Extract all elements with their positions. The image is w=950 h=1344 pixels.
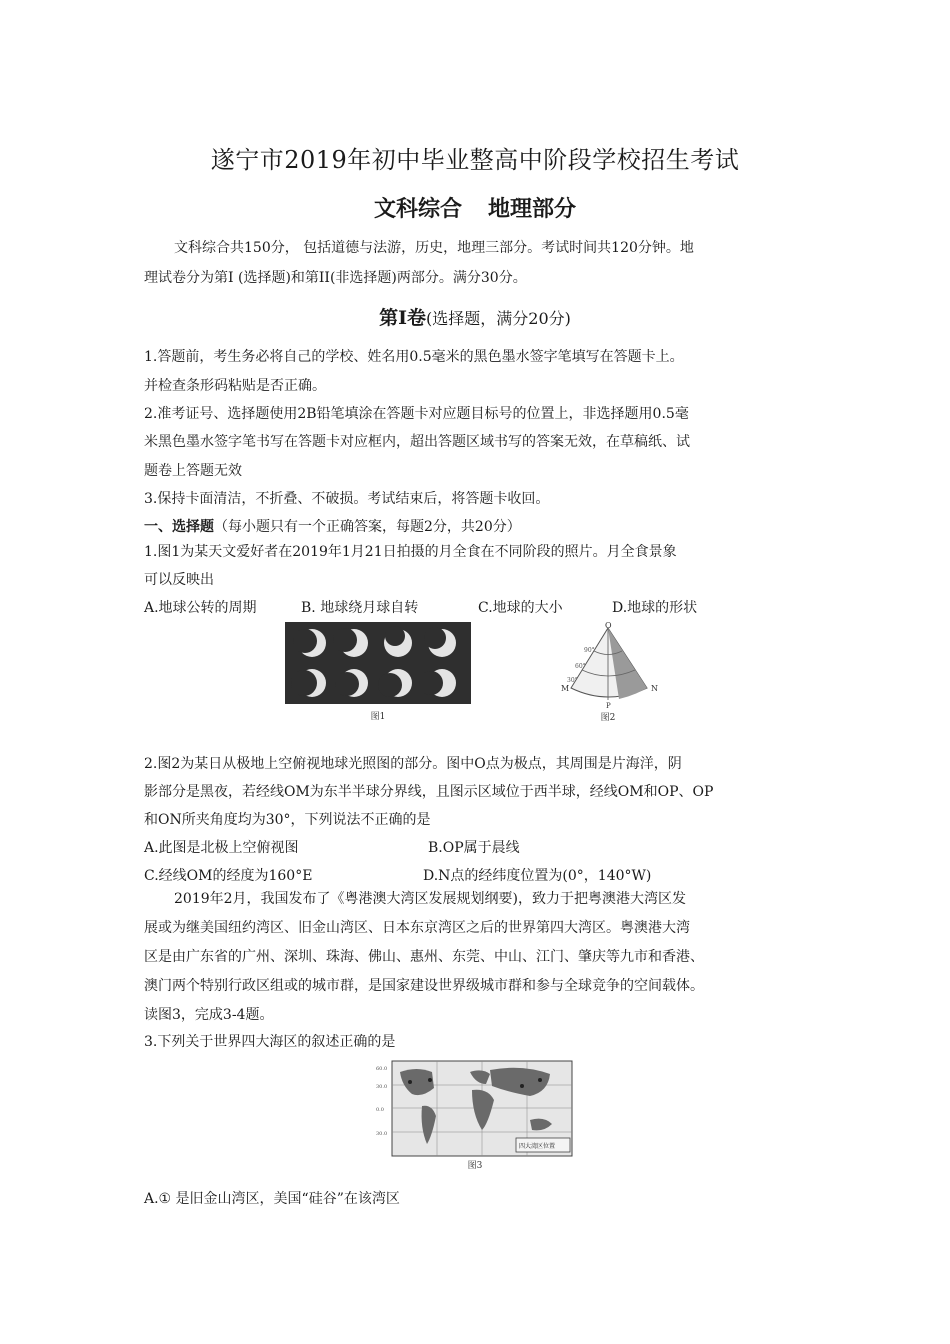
part-heading [144, 516, 521, 536]
note-line: 2.准考证号、选择题使用2B铅笔填涂在答题卡对应题目标号的位置上，非选择题用0.5毫 [144, 406, 689, 422]
map-legend-label: 四大湾区位置 [519, 1143, 556, 1150]
question-2-stem: 2.图2为某日从极地上空俯视地球光照图的部分。图中O点为极点，其周围是片海洋，阴 [144, 756, 682, 772]
intro-line-1: 文科综合共150分， 包括道德与法游，历史，地理三部分。考试时间共120分钟。地 [174, 240, 694, 256]
note-line: 题卷上答题无效 [144, 463, 242, 479]
note-line: 1.答题前，考生务必将自己的学校、姓名用0.5毫米的黑色墨水签字笔填写在答题卡上。 [144, 349, 684, 365]
bay-area-line: 澳门两个特别行政区组或的城市群，是国家建设世界级城市群和参与全球竞争的空间载体。 [144, 978, 704, 994]
svg-text:60.0: 60.0 [376, 1066, 388, 1072]
figure-3-world-map [372, 1058, 578, 1174]
figure-2-polar-view [555, 622, 665, 726]
q3-option-a: A.① 是旧金山湾区，美国“硅谷”在该湾区 [144, 1191, 400, 1207]
q1-option-c: C.地球的大小 [478, 600, 563, 616]
label-n: N [651, 684, 658, 693]
svg-text:30.0: 30.0 [376, 1084, 388, 1090]
q2-option-d: D.N点的经纬度位置为(0°，140°W) [423, 868, 652, 884]
note-line: 并检查条形码粘贴是否正确。 [144, 378, 326, 394]
part-heading-bold: 一、选择题 [144, 519, 214, 535]
subtitle-part: 地理部分 [488, 196, 577, 222]
bay-area-line: 读图3，完成3-4题。 [144, 1007, 274, 1023]
subtitle-subject: 文科综合 [373, 196, 462, 222]
label-m: M [561, 684, 570, 693]
intro-line-2: 理试卷分为第Ⅰ (选择题)和第II(非选择题)两部分。满分30分。 [144, 270, 527, 286]
bay-area-line: 展或为继美国纽约湾区、旧金山湾区、日本东京湾区之后的世界第四大湾区。粤澳港大湾 [144, 920, 690, 936]
label-p: P [606, 702, 611, 710]
bay-area-line: 2019年2月，我国发布了《粤港澳大湾区发展规划纲要)，致力于把粤澳港大湾区发 [174, 891, 686, 907]
svg-text:30.0: 30.0 [376, 1131, 388, 1137]
question-1-stem: 1.图1为某天文爱好者在2019年1月21日拍摄的月全食在不同阶段的照片。月全食景象 [144, 544, 677, 560]
part-heading-note: （每小题只有一个正确答案，每题2分，共20分） [214, 519, 521, 535]
label-lat-2: 60° [575, 663, 586, 670]
svg-text:0.0: 0.0 [376, 1107, 384, 1113]
question-2-stem-cont: 影部分是黑夜，若经线OM为东半半球分界线，且图示区域位于西半球，经线OM和OP、OP [144, 784, 714, 800]
q1-option-d: D.地球的形状 [612, 600, 698, 616]
exam-subtitle [0, 192, 950, 223]
figure-1-caption: 图1 [370, 712, 386, 722]
question-3-stem: 3.下列关于世界四大海区的叙述正确的是 [144, 1034, 396, 1050]
q2-option-b: B.OP属于晨线 [428, 840, 520, 856]
label-lat-1: 90° [584, 647, 595, 654]
intro-paragraph [144, 233, 816, 293]
section-heading-bold: 第Ⅰ卷 [379, 307, 427, 329]
q2-option-c: C.经线OM的经度为160°E [144, 868, 313, 884]
q2-option-a: A.此图是北极上空俯视图 [144, 840, 299, 856]
figure-1-eclipse-photos [285, 622, 471, 726]
figure-2-caption: 图2 [600, 713, 616, 723]
section-heading [0, 303, 950, 330]
question-1-stem-cont: 可以反映出 [144, 572, 214, 588]
exam-title: 遂宁市2019年初中毕业整高中阶段学校招生考试 [210, 146, 740, 174]
figure-3-caption: 图3 [467, 1161, 483, 1171]
question-2-stem-cont: 和ON所夹角度均为30°，下列说法不正确的是 [144, 812, 431, 828]
label-o: O [605, 622, 612, 630]
label-lat-3: 30° [567, 677, 578, 684]
bay-area-line: 区是由广东省的广州、深圳、珠海、佛山、惠州、东莞、中山、江门、肇庆等九市和香港、 [144, 949, 704, 965]
note-line: 3.保持卡面清洁，不折叠、不破损。考试结束后，将答题卡收回。 [144, 491, 550, 507]
section-heading-note: (选择题，满分20分) [426, 309, 571, 328]
bay-area-paragraph [144, 885, 824, 1030]
q1-option-a: A.地球公转的周期 [144, 600, 257, 616]
q1-option-b: B. 地球绕月球自转 [301, 600, 419, 616]
note-line: 米黑色墨水签字笔书写在答题卡对应框内，超出答题区域书写的答案无效，在草稿纸、试 [144, 434, 690, 450]
